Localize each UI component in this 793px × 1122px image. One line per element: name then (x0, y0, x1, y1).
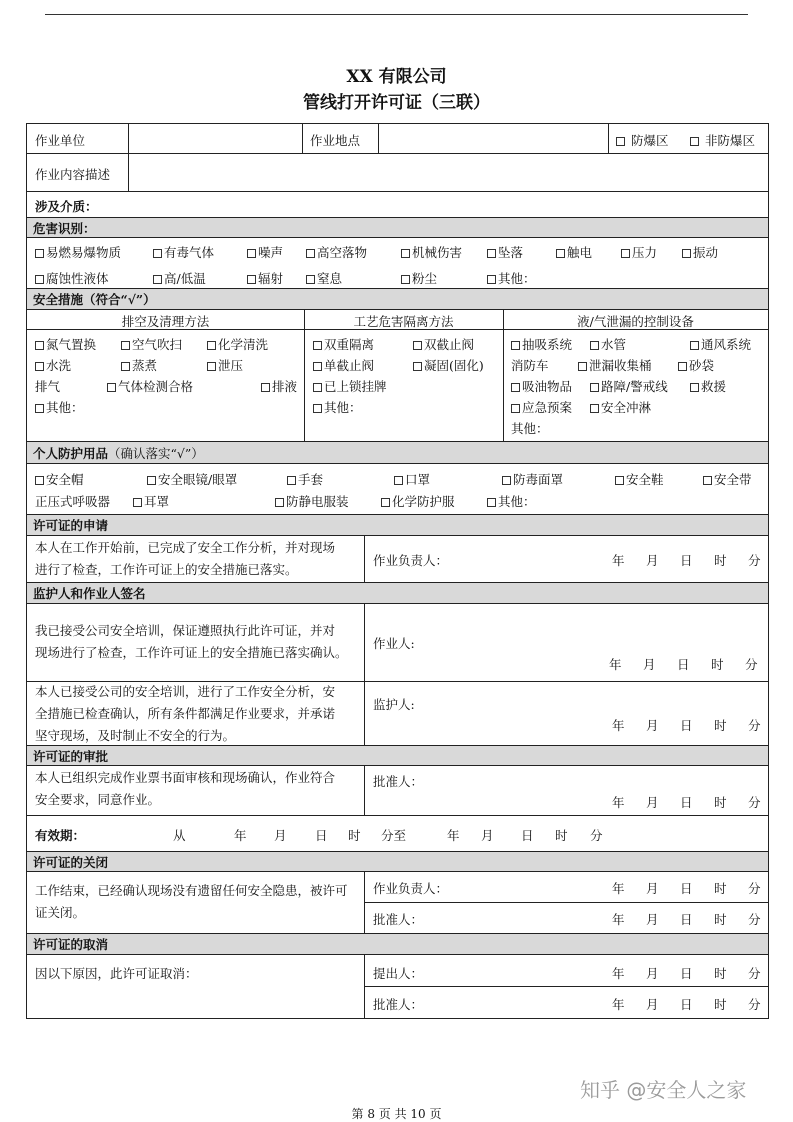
emergency-plan[interactable]: 应急预案 (511, 398, 572, 416)
cancel-row (27, 955, 768, 1018)
drain-clean-title: 排空及清理方法 (121, 314, 210, 329)
checkbox[interactable] (153, 249, 162, 258)
checkbox[interactable] (590, 404, 599, 413)
checkbox[interactable] (121, 362, 130, 371)
checkbox[interactable] (313, 341, 322, 350)
checkbox[interactable] (35, 404, 44, 413)
worker-statement: 我已接受公司安全培训，保证遵照执行此许可证，并对 现场进行了检查，工作许可证上的安全措施已落实确认。 (35, 623, 348, 660)
hazard-vibration[interactable]: 振动 (682, 243, 718, 261)
checkbox[interactable] (511, 404, 520, 413)
checkbox[interactable] (35, 362, 44, 371)
checkbox[interactable] (690, 137, 699, 146)
checkbox[interactable] (35, 249, 44, 258)
checkbox[interactable] (413, 362, 422, 371)
company-title: XX 有限公司 (346, 67, 447, 87)
checkbox[interactable] (287, 476, 296, 485)
ppe-antistatic[interactable]: 防静电服装 (275, 492, 349, 510)
checkbox[interactable] (616, 137, 625, 146)
hazard-dust[interactable]: 粉尘 (401, 269, 437, 287)
approve-sign-label: 批准人： (373, 774, 424, 789)
checkbox[interactable] (306, 275, 315, 284)
ppe-mask[interactable]: 口罩 (394, 470, 430, 488)
close-statement: 工作结束，已经确认现场没有遗留任何安全隐患，被许可 证关闭。 (35, 883, 348, 920)
validity-to-month[interactable]: 月 (481, 828, 494, 843)
approve-header: 许可证的审批 (27, 746, 768, 766)
checkbox[interactable] (153, 275, 162, 284)
validity-from-hour[interactable]: 时 (348, 828, 361, 843)
permit-form (26, 123, 769, 1019)
form-title: 管线打开许可证（三联） (303, 93, 490, 113)
checkbox[interactable] (678, 362, 687, 371)
oil-absorbent[interactable]: 吸油物品 (511, 377, 572, 395)
row-content (27, 154, 768, 192)
approve-row (27, 766, 768, 816)
non-explosion-zone-option[interactable]: 非防爆区 (690, 131, 755, 149)
watermark: 知乎 @安全人之家 (580, 1078, 747, 1102)
checkbox[interactable] (690, 341, 699, 350)
checkbox[interactable] (590, 341, 599, 350)
ppe-other[interactable]: 其他： (487, 492, 536, 510)
guardian-date[interactable]: 年 月 日 时 分 (612, 718, 761, 733)
hazard-electric[interactable]: 触电 (556, 243, 592, 261)
lockout-tagout[interactable]: 已上锁挂牌 (313, 377, 387, 395)
hazard-radiation[interactable]: 辐射 (247, 269, 283, 287)
ppe-gas-mask[interactable]: 防毒面罩 (502, 470, 563, 488)
checkbox[interactable] (107, 383, 116, 392)
validity-to-minute[interactable]: 分 (590, 828, 603, 843)
hazard-suffocation[interactable]: 窒息 (306, 269, 342, 287)
hazard-items (27, 238, 768, 289)
validity-to-day[interactable]: 日 (521, 828, 534, 843)
ppe-header: 个人防护用品（确认落实“√”） (27, 442, 768, 464)
top-rule (45, 14, 748, 15)
safety-items (27, 330, 768, 442)
ppe-scba-label: 正压式呼吸器 (35, 494, 111, 509)
worker-sign-label: 作业人: (373, 636, 415, 651)
content-field[interactable] (129, 154, 765, 191)
ppe-chem-suit[interactable]: 化学防护服 (381, 492, 455, 510)
checkbox[interactable] (313, 404, 322, 413)
hazard-fall[interactable]: 坠落 (487, 243, 523, 261)
checkbox[interactable] (401, 275, 410, 284)
double-block-valve[interactable]: 双截止阀 (413, 335, 474, 353)
nitrogen-replace[interactable]: 氮气置换 (35, 335, 96, 353)
guardian-sign-row (27, 682, 768, 746)
checkbox[interactable] (121, 341, 130, 350)
cancel-header: 许可证的取消 (27, 934, 768, 955)
chemical-clean[interactable]: 化学清洗 (207, 335, 268, 353)
explosion-zone-option[interactable]: 防爆区 (616, 131, 669, 149)
ppe-items (27, 464, 768, 515)
guardian-statement: 本人已接受公司的安全培训，进行了工作安全分析，安 全措施已检查确认，所有条件都满足作业要求，并承诺 坚守现场，及时制止不安全的行为。 (35, 684, 336, 743)
suction-system[interactable]: 抽吸系统 (511, 335, 572, 353)
checkbox[interactable] (413, 341, 422, 350)
checkbox[interactable] (35, 341, 44, 350)
ppe-safety-belt[interactable]: 安全带 (703, 470, 752, 488)
checkbox[interactable] (556, 249, 565, 258)
air-purge[interactable]: 空气吹扫 (121, 335, 182, 353)
validity-from-month[interactable]: 月 (274, 828, 287, 843)
checkbox[interactable] (590, 383, 599, 392)
hazard-other[interactable]: 其他： (487, 269, 536, 287)
fire-truck-label: 消防车 (511, 358, 549, 373)
leak-control-title: 液/气泄漏的控制设备 (577, 314, 694, 329)
checkbox[interactable] (313, 362, 322, 371)
ppe-gloves[interactable]: 手套 (287, 470, 323, 488)
apply-header: 许可证的申请 (27, 515, 768, 536)
vent-label: 排气 (35, 379, 61, 394)
cancel-date-2[interactable]: 年 月 日 时 分 (612, 997, 761, 1012)
apply-row (27, 536, 768, 583)
content-label: 作业内容描述 (35, 167, 111, 182)
row-medium (27, 192, 768, 218)
checkbox[interactable] (147, 476, 156, 485)
hazard-temperature[interactable]: 高/低温 (153, 269, 206, 287)
checkbox[interactable] (35, 275, 44, 284)
water-hose[interactable]: 水管 (590, 335, 626, 353)
cancel-date-1[interactable]: 年 月 日 时 分 (612, 966, 761, 981)
depressurize[interactable]: 泄压 (207, 356, 243, 374)
checkbox[interactable] (682, 249, 691, 258)
checkbox[interactable] (487, 249, 496, 258)
safety-header: 安全措施（符合“√”） (27, 289, 768, 310)
hazard-toxic[interactable]: 有毒气体 (153, 243, 214, 261)
checkbox[interactable] (487, 498, 496, 507)
barrier[interactable]: 路障/警戒线 (590, 377, 668, 395)
ppe-earmuffs[interactable]: 耳罩 (133, 492, 169, 510)
checkbox[interactable] (394, 476, 403, 485)
validity-to: 分至 (381, 828, 407, 843)
checkbox[interactable] (511, 383, 520, 392)
steam[interactable]: 蒸煮 (121, 356, 157, 374)
approve-date[interactable]: 年 月 日 时 分 (612, 795, 761, 810)
close-date-1[interactable]: 年 月 日 时 分 (612, 881, 761, 896)
apply-date[interactable]: 年 月 日 时 分 (612, 553, 761, 568)
checkbox[interactable] (275, 498, 284, 507)
validity-to-hour[interactable]: 时 (555, 828, 568, 843)
hazard-falling-objects[interactable]: 高空落物 (306, 243, 367, 261)
hazard-flammable[interactable]: 易燃易爆物质 (35, 243, 121, 261)
solidify[interactable]: 凝固(固化) (413, 356, 484, 374)
cancel-sign1-label: 提出人： (373, 966, 424, 981)
checkbox[interactable] (487, 275, 496, 284)
validity-row (27, 816, 768, 852)
gas-test-ok[interactable]: 气体检测合格 (107, 377, 193, 395)
medium-label: 涉及介质： (35, 199, 98, 214)
worker-sign-row (27, 604, 768, 682)
checkbox[interactable] (207, 362, 216, 371)
checkbox[interactable] (381, 498, 390, 507)
row-unit-site (27, 124, 768, 154)
drain-other[interactable]: 其他： (35, 398, 84, 416)
ppe-safety-shoes[interactable]: 安全鞋 (615, 470, 664, 488)
cancel-statement: 因以下原因，此许可证取消： (35, 966, 198, 981)
guard-header: 监护人和作业人签名 (27, 583, 768, 604)
checkbox[interactable] (615, 476, 624, 485)
apply-sign-label: 作业负责人： (373, 553, 449, 568)
leak-bucket[interactable]: 泄漏收集桶 (578, 356, 652, 374)
cancel-sign2-label: 批准人： (373, 997, 424, 1012)
safety-shower[interactable]: 安全冲淋 (590, 398, 651, 416)
page-footer: 第 8 页 共 10 页 (351, 1107, 442, 1121)
checkbox[interactable] (511, 341, 520, 350)
checkbox[interactable] (133, 498, 142, 507)
validity-from-day[interactable]: 日 (315, 828, 328, 843)
checkbox[interactable] (247, 249, 256, 258)
hazard-corrosive[interactable]: 腐蚀性液体 (35, 269, 109, 287)
drain-liquid[interactable]: 排液 (261, 377, 297, 395)
validity-label: 有效期： (35, 828, 86, 843)
close-sign2-label: 批准人： (373, 912, 424, 927)
checkbox[interactable] (207, 341, 216, 350)
double-isolation[interactable]: 双重隔离 (313, 335, 374, 353)
checkbox[interactable] (306, 249, 315, 258)
sandbag[interactable]: 砂袋 (678, 356, 714, 374)
hazard-header: 危害识别： (27, 218, 768, 238)
checkbox[interactable] (261, 383, 270, 392)
hazard-noise[interactable]: 噪声 (247, 243, 283, 261)
isolation-title: 工艺危害隔离方法 (353, 314, 454, 329)
water-wash[interactable]: 水洗 (35, 356, 71, 374)
validity-to-year[interactable]: 年 (447, 828, 460, 843)
checkbox[interactable] (621, 249, 630, 258)
site-label: 作业地点 (310, 133, 361, 148)
single-block-valve[interactable]: 单截止阀 (313, 356, 374, 374)
checkbox[interactable] (35, 476, 44, 485)
close-header: 许可证的关闭 (27, 852, 768, 872)
checkbox[interactable] (313, 383, 322, 392)
validity-from: 从 (173, 828, 186, 843)
hazard-machinery[interactable]: 机械伤害 (401, 243, 462, 261)
close-row (27, 872, 768, 934)
checkbox[interactable] (578, 362, 587, 371)
safety-column-titles (27, 310, 768, 330)
close-sign1-label: 作业负责人： (373, 881, 449, 896)
guardian-sign-label: 监护人: (373, 697, 415, 712)
checkbox[interactable] (690, 383, 699, 392)
checkbox[interactable] (247, 275, 256, 284)
ventilation[interactable]: 通风系统 (690, 335, 751, 353)
site-field[interactable] (379, 124, 607, 153)
close-date-2[interactable]: 年 月 日 时 分 (612, 912, 761, 927)
validity-from-year[interactable]: 年 (234, 828, 247, 843)
leak-other: 其他： (511, 421, 549, 436)
checkbox[interactable] (401, 249, 410, 258)
approve-statement: 本人已组织完成作业票书面审核和现场确认，作业符合 安全要求，同意作业。 (35, 770, 336, 807)
unit-field[interactable] (129, 124, 301, 153)
checkbox[interactable] (502, 476, 511, 485)
hazard-pressure[interactable]: 压力 (621, 243, 657, 261)
checkbox[interactable] (703, 476, 712, 485)
ppe-goggles[interactable]: 安全眼镜/眼罩 (147, 470, 237, 488)
unit-label: 作业单位 (35, 133, 86, 148)
isolation-other[interactable]: 其他： (313, 398, 362, 416)
rescue[interactable]: 救援 (690, 377, 726, 395)
ppe-helmet[interactable]: 安全帽 (35, 470, 84, 488)
apply-statement: 本人在工作开始前，已完成了安全工作分析，并对现场 进行了检查，工作许可证上的安全措施已落实。 (35, 540, 336, 577)
worker-date[interactable]: 年 月 日 时 分 (609, 657, 758, 672)
